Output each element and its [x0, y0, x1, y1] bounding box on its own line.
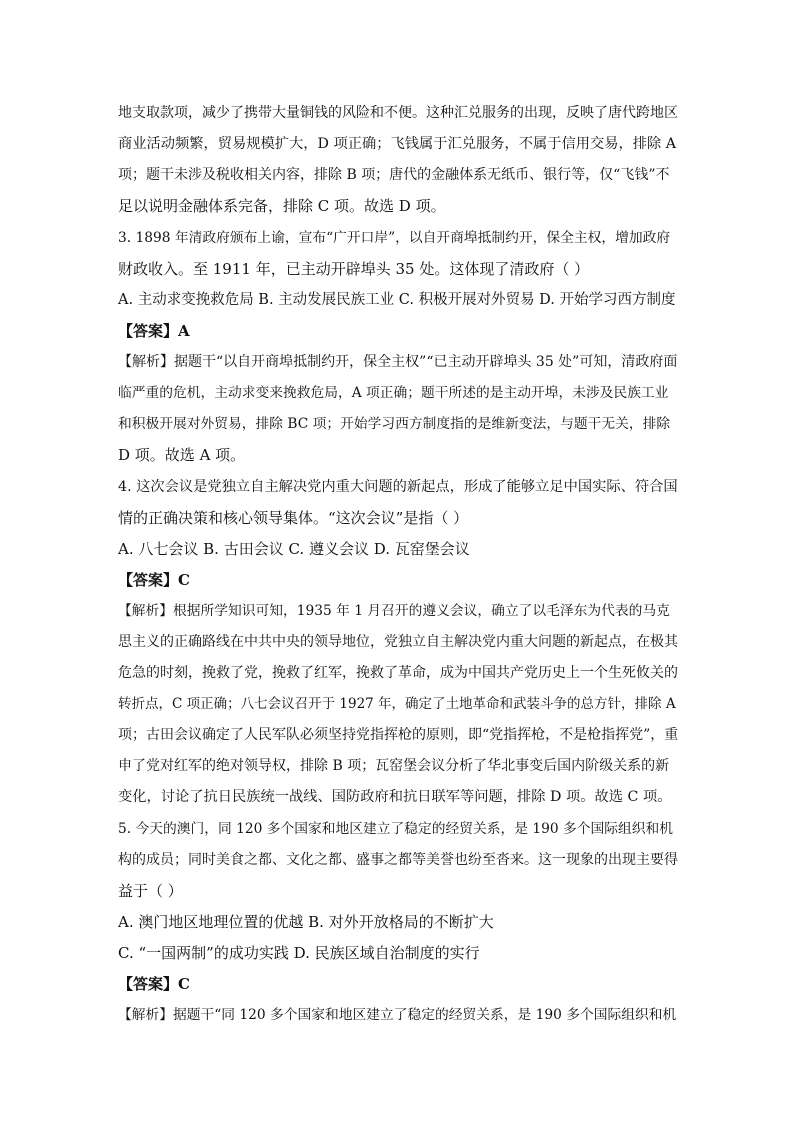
question-4-analysis: 项；古田会议确定了人民军队必须坚持党指挥枪的原则，即“党指挥枪，不是枪指挥党”，重: [118, 727, 679, 743]
question-3-analysis: 临严重的危机，主动求变来挽救危局，A 项正确；题干所述的是主动开埠，未涉及民族工业: [118, 385, 669, 401]
question-3-analysis: 【解析】据题干“以自开商埠抵制约开，保全主权”“已主动开辟埠头 35 处”可知，清政府面: [118, 354, 678, 370]
paragraph-line: 商业活动频繁，贸易规模扩大，D 项正确；飞钱属于汇兑服务，不属于信用交易，排除 A: [118, 136, 677, 152]
question-3-analysis: D 项。故选 A 项。: [118, 446, 246, 464]
question-5-options: A. 澳门地区地理位置的优越 B. 对外开放格局的不断扩大: [118, 913, 494, 931]
question-3-options: A. 主动求变挽救危局 B. 主动发展民族工业 C. 积极开展对外贸易 D. 开始学习西方制度: [118, 292, 676, 308]
question-4-answer: 【答案】C: [118, 571, 190, 589]
question-4-options: A. 八七会议 B. 古田会议 C. 遵义会议 D. 瓦窑堡会议: [118, 540, 470, 558]
question-4-analysis: 思主义的正确路线在中共中央的领导地位，党独立自主解决党内重大问题的新起点，在极其: [118, 634, 678, 650]
paragraph-line: 项；题干未涉及税收相关内容，排除 B 项；唐代的金融体系无纸币、银行等，仅“飞钱”不: [118, 167, 670, 183]
question-5-options: C. “一国两制”的成功实践 D. 民族区域自治制度的实行: [118, 944, 480, 962]
question-4-analysis: 变化，讨论了抗日民族统一战线、国防政府和抗日联军等问题，排除 D 项。故选 C 项。: [118, 789, 672, 805]
question-5-stem: 5. 今天的澳门，同 120 多个国家和地区建立了稳定的经贸关系，是 190 多个国际组织和机: [118, 821, 673, 837]
question-5-answer: 【答案】C: [118, 975, 190, 993]
question-4-analysis: 【解析】根据所学知识可知，1935 年 1 月召开的遵义会议，确立了以毛泽东为代表的马克: [118, 603, 670, 619]
question-4-stem: 情的正确决策和核心领导集体。“这次会议”是指（ ）: [118, 509, 469, 527]
question-4-analysis: 申了党对红军的绝对领导权，排除 B 项；瓦窑堡会议分析了华北事变后国内阶级关系的新: [118, 758, 670, 774]
question-5-stem: 益于（ ）: [118, 882, 183, 900]
paragraph-line: 地支取款项，减少了携带大量铜钱的风险和不便。这种汇兑服务的出现，反映了唐代跨地区: [118, 105, 678, 121]
question-5-analysis: 【解析】据题干“同 120 多个国家和地区建立了稳定的经贸关系，是 190 多个国际组织和机: [118, 1007, 677, 1023]
question-4-analysis: 转折点，C 项正确；八七会议召开于 1927 年，确定了土地革命和武装斗争的总方针，排除 A: [118, 696, 676, 712]
question-3-stem: 财政收入。至 1911 年，已主动开辟埠头 35 处。这体现了清政府（ ）: [118, 260, 590, 278]
question-4-stem: 4. 这次会议是党独立自主解决党内重大问题的新起点，形成了能够立足中国实际、符合国: [118, 479, 678, 495]
question-4-analysis: 危急的时刻，挽救了党，挽救了红军，挽救了革命，成为中国共产党历史上一个生死攸关的: [118, 665, 678, 681]
question-3-answer: 【答案】A: [118, 322, 190, 340]
question-3-analysis: 和积极开展对外贸易，排除 BC 项；开始学习西方制度指的是维新变法，与题干无关，排除: [118, 416, 671, 432]
question-5-stem: 构的成员；同时美食之都、文化之都、盛事之都等美誉也纷至沓来。这一现象的出现主要得: [118, 852, 678, 868]
question-3-stem: 3. 1898 年清政府颁布上谕，宣布“广开口岸”，以自开商埠抵制约开，保全主权，增加政府: [118, 230, 671, 246]
paragraph-line: 足以说明金融体系完备，排除 C 项。故选 D 项。: [118, 197, 446, 215]
